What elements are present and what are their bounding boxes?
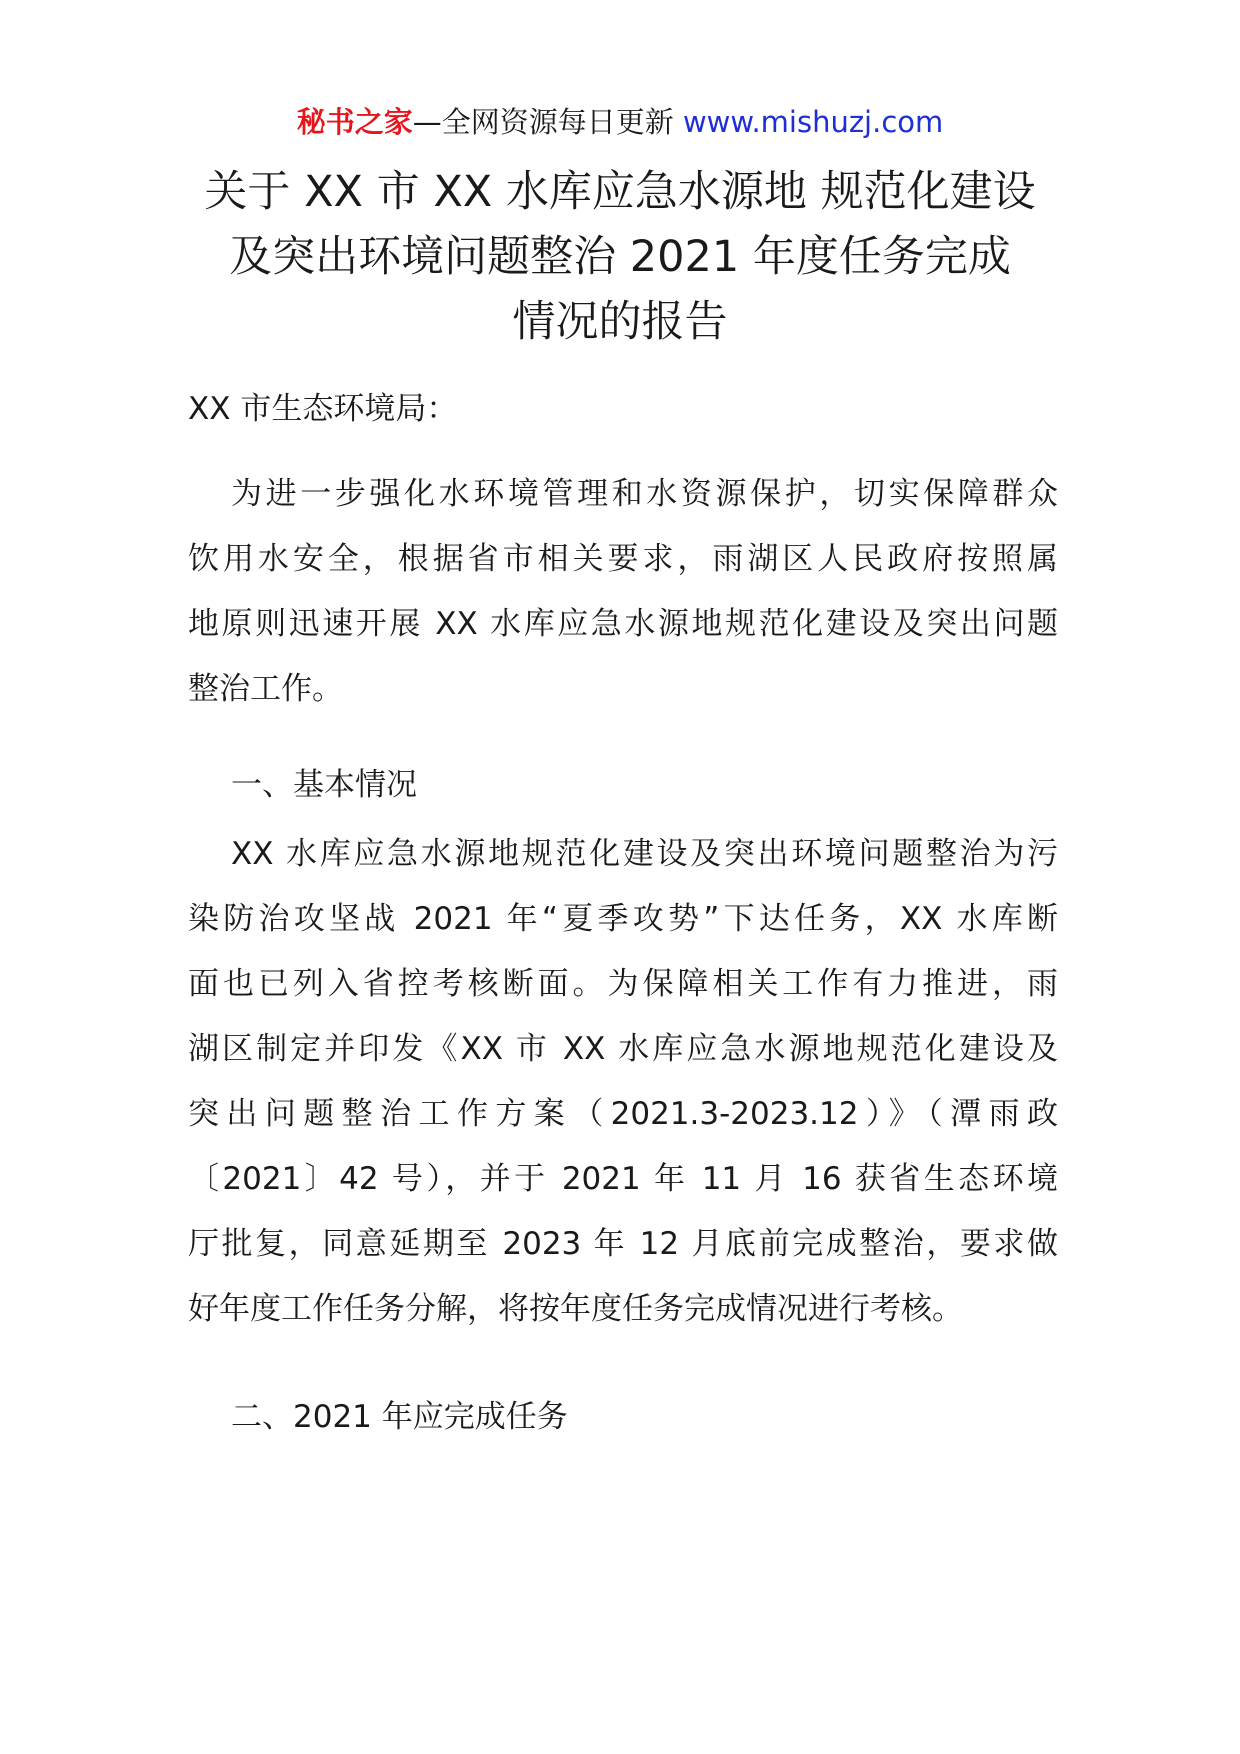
brand-name: 秘书之家: [296, 105, 413, 139]
paragraph-line: 好年度工作任务分解，将按年度任务完成情况进行考核。: [188, 1291, 963, 1327]
site-url-link[interactable]: www.mishuzj.com: [682, 105, 944, 139]
paragraph-line: 突出问题整治工作方案（2021.3-2023.12）》（潭雨政: [188, 1096, 1058, 1132]
title-line: 关于 XX 市 XX 水库应急水源地 规范化建设: [204, 167, 1036, 217]
paragraph-line: 面也已列入省控考核断面。为保障相关工作有力推进，雨: [188, 966, 1058, 1002]
paragraph-line: 厅批复，同意延期至 2023 年 12 月底前完成整治，要求做: [188, 1226, 1058, 1262]
paragraph-line: 为进一步强化水环境管理和水资源保护，切实保障群众: [231, 476, 1058, 512]
header-tagline: —全网资源每日更新: [412, 105, 674, 139]
paragraph-basic-situation: [188, 822, 1058, 1342]
title-line: 情况的报告: [512, 297, 728, 347]
paragraph-line: 〔2021〕42 号），并于 2021 年 11 月 16 获省生态环境: [188, 1161, 1058, 1197]
paragraph-intro: [188, 462, 1058, 722]
paragraph-line: 整治工作。: [188, 671, 343, 707]
paragraph-line: 饮用水安全，根据省市相关要求，雨湖区人民政府按照属: [188, 541, 1058, 577]
site-header: [0, 102, 1240, 142]
document-title: [150, 160, 1090, 355]
section-heading-basic-situation: 一、基本情况: [231, 767, 417, 803]
salutation: XX 市生态环境局：: [188, 391, 458, 427]
paragraph-line: 染防治攻坚战 2021 年“夏季攻势”下达任务，XX 水库断: [188, 901, 1058, 937]
paragraph-line: XX 水库应急水源地规范化建设及突出环境问题整治为污: [231, 836, 1058, 872]
section-heading-2021-tasks: 二、2021 年应完成任务: [231, 1399, 568, 1435]
paragraph-line: 湖区制定并印发《XX 市 XX 水库应急水源地规范化建设及: [188, 1031, 1058, 1067]
paragraph-line: 地原则迅速开展 XX 水库应急水源地规范化建设及突出问题: [188, 606, 1058, 642]
title-line: 及突出环境问题整治 2021 年度任务完成: [229, 232, 1011, 282]
